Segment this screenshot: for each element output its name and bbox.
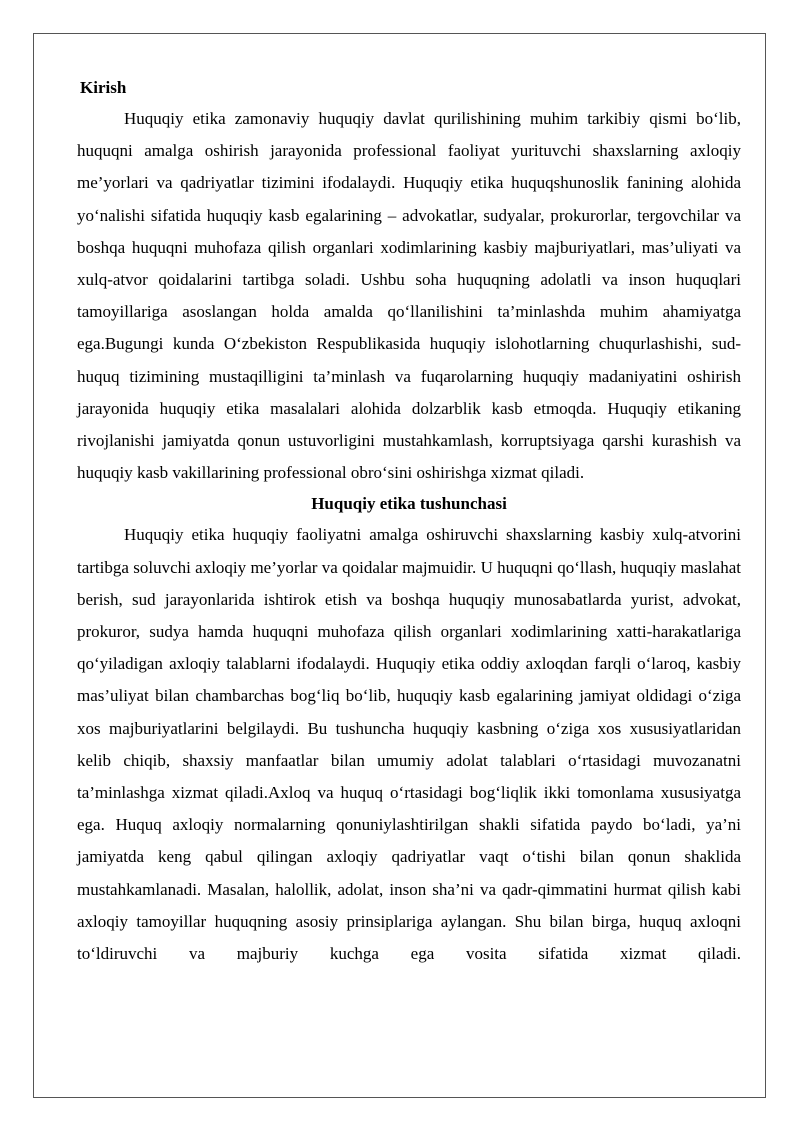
document-body bbox=[77, 73, 741, 970]
paragraph-intro: Huquqiy etika zamonaviy huquqiy davlat qurilishining muhim tarkibiy qismi bo‘lib, huquqni amalga oshirish jarayonida professional faoliyat yurituvchi shaxslarning axloqiy me’yorlari va qadriyatlar tizimini ifodalaydi. Huquqiy etika huquqshunoslik fanining alohida yo‘nalishi sifatida huquqiy kasb egalarining – advokatlar, sudyalar, prokurorlar, tergovchilar va boshqa huquqni muhofaza qilish organlari xodimlarining kasbiy majburiyatlari, mas’uliyati va xulq-atvor qoidalarini tartibga soladi. Ushbu soha huquqning adolatli va inson huquqlari tamoyillariga asoslangan holda amalda qo‘llanilishini ta’minlashda muhim ahamiyatga ega.Bugungi kunda O‘zbekiston Respublikasida huquqiy islohotlarning chuqurlashishi, sud-huquq tizimining mustaqilligini ta’minlash va fuqarolarning huquqiy madaniyatini oshirish jarayonida huquqiy etika masalalari alohida dolzarblik kasb etmoqda. Huquqiy etikaning rivojlanishi jamiyatda qonun ustuvorligini mustahkamlash, korruptsiyaga qarshi kurashish va huquqiy kasb vakillarining professional obro‘sini oshirishga xizmat qiladi. bbox=[77, 109, 741, 483]
paragraph-concept: Huquqiy etika huquqiy faoliyatni amalga oshiruvchi shaxslarning kasbiy xulq-atvorini tartibga soluvchi axloqiy me’yorlar va qoidalar majmuidir. U huquqni qo‘llash, huquqiy maslahat berish, sud jarayonlarida ishtirok etish va boshqa huquqiy munosabatlarda yurist, advokat, prokuror, sudya hamda huquqni muhofaza qilish organlari xodimlarining xatti-harakatlariga qo‘yiladigan axloqiy talablarni ifodalaydi. Huquqiy etika oddiy axloqdan farqli o‘laroq, kasbiy mas’uliyat bilan chambarchas bog‘liq bo‘lib, huquqiy kasb egalarining jamiyat oldidagi o‘ziga xos majburiyatlarini belgilaydi. Bu tushuncha huquqiy kasbning o‘ziga xos xususiyatlaridan kelib chiqib, shaxsiy manfaatlar bilan umumiy adolat talablari o‘rtasidagi muvozanatni ta’minlashga xizmat qiladi.Axloq va huquq o‘rtasidagi bog‘liqlik ikki tomonlama xususiyatga ega. Huquq axloqiy normalarning qonuniylashtirilgan shakli sifatida paydo bo‘ladi, ya’ni jamiyatda keng qabul qilingan axloqiy qadriyatlar vaqt o‘tishi bilan qonun shaklida mustahkamlanadi. Masalan, halollik, adolat, inson sha’ni va qadr-qimmatini hurmat qilish kabi axloqiy tamoyillar huquqning asosiy prinsiplariga aylangan. Shu bilan birga, huquq axloqni to‘ldiruvchi va majburiy kuchga ega vosita sifatida xizmat qiladi. bbox=[77, 525, 741, 964]
section-heading-concept: Huquqiy etika tushunchasi bbox=[311, 494, 507, 514]
section-heading-kirish: Kirish bbox=[80, 78, 127, 97]
